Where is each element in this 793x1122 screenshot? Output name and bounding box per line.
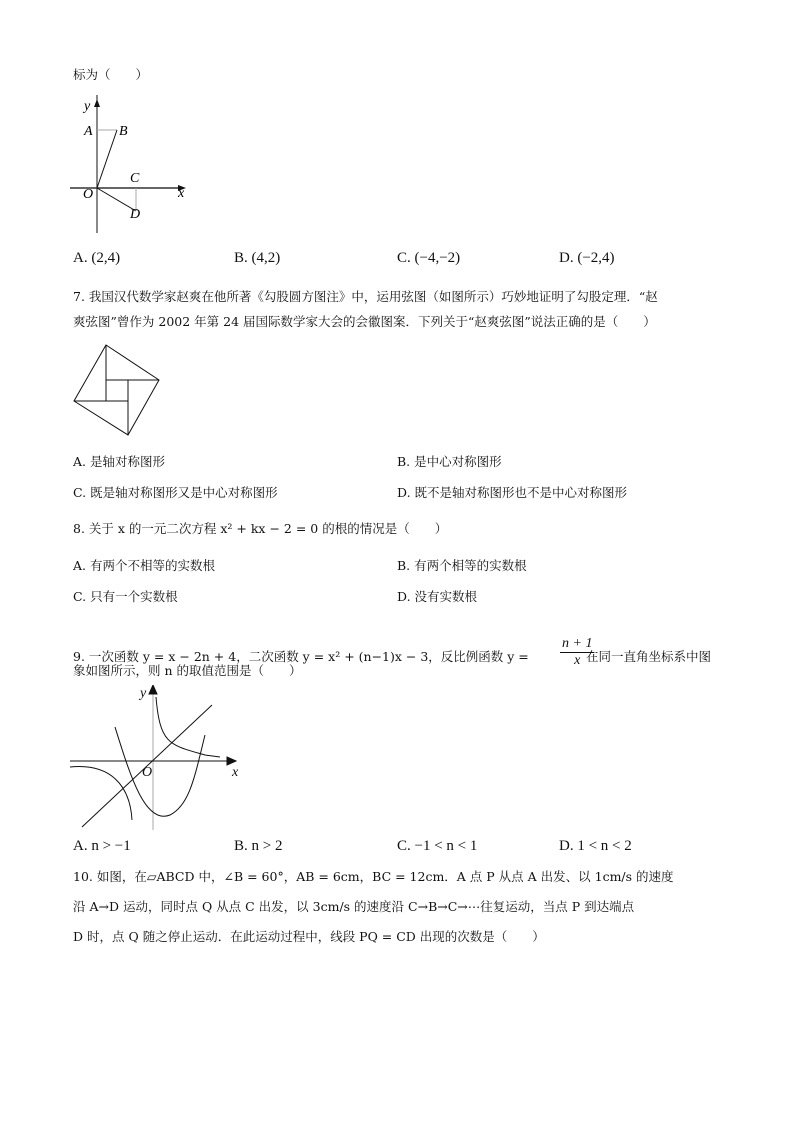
x-axis-label: x (178, 186, 185, 201)
q6-option-c[interactable]: C. (−4,−2) (397, 250, 461, 266)
fraction-numerator: n + 1 (562, 636, 593, 651)
origin-label: O (83, 187, 94, 202)
q9-option-d[interactable]: D. 1 < n < 2 (559, 838, 632, 854)
q6-stem-tail: 标为（ ） (73, 67, 149, 82)
q9-option-a[interactable]: A. n > −1 (73, 838, 131, 854)
q10-stem-line3: D 时，点 Q 随之停止运动．在此运动过程中，线段 PQ = CD 出现的次数是（ ） (73, 929, 545, 944)
q7-option-c[interactable]: C. 既是轴对称图形又是中心对称图形 (73, 485, 278, 500)
q10-stem-line1: 10. 如图，在▱ABCD 中，∠B = 60°，AB = 6cm，BC = 12cm．A 点 P 从点 A 出发、以 1cm/s 的速度 (73, 869, 674, 884)
q9-function-graph (70, 685, 250, 835)
q9-option-c[interactable]: C. −1 < n < 1 (397, 838, 478, 854)
q10-stem-line2: 沿 A→D 运动，同时点 Q 从点 C 出发，以 3cm/s 的速度沿 C→B→C→⋯往复运动，当点 P 到达端点 (73, 899, 635, 914)
q9-option-b[interactable]: B. n > 2 (234, 838, 283, 854)
zhao-shuang-chord-figure (72, 343, 162, 439)
origin-label: O (142, 765, 153, 780)
q7-option-b[interactable]: B. 是中心对称图形 (397, 454, 502, 469)
q6-option-d[interactable]: D. (−2,4) (559, 250, 615, 266)
q8-option-b[interactable]: B. 有两个相等的实数根 (397, 558, 527, 573)
point-b-label: B (119, 124, 128, 139)
y-axis-label: y (140, 686, 147, 701)
q8-option-c[interactable]: C. 只有一个实数根 (73, 589, 178, 604)
point-c-label: C (130, 171, 140, 186)
y-axis-label: y (84, 99, 91, 114)
fraction-denominator: x (574, 653, 581, 668)
point-a-label: A (84, 124, 93, 139)
q7-option-d[interactable]: D. 既不是轴对称图形也不是中心对称图形 (397, 485, 628, 500)
point-d-label: D (130, 207, 141, 222)
q8-option-a[interactable]: A. 有两个不相等的实数根 (73, 558, 215, 573)
q6-option-b[interactable]: B. (4,2) (234, 250, 281, 266)
q6-option-a[interactable]: A. (2,4) (73, 250, 121, 266)
x-axis-label: x (232, 765, 239, 780)
q6-coordinate-figure (70, 95, 200, 235)
q7-option-a[interactable]: A. 是轴对称图形 (73, 454, 165, 469)
q7-stem-line2: 爽弦图”曾作为 2002 年第 24 届国际数学家大会的会徽图案．下列关于“赵爽弦图”说法正确的是（ ） (73, 314, 656, 329)
q9-stem-line1-tail: 在同一直角坐标系中图 (586, 649, 712, 664)
q8-stem: 8. 关于 x 的一元二次方程 x² + kx − 2 = 0 的根的情况是（ ） (73, 521, 448, 536)
q9-stem-line2: 象如图所示，则 n 的取值范围是（ ） (73, 663, 302, 678)
q8-option-d[interactable]: D. 没有实数根 (397, 589, 478, 604)
q9-stem-line1: 9. 一次函数 y = x − 2n + 4，二次函数 y = x² + (n−1)x − 3，反比例函数 y = (73, 649, 529, 664)
q7-stem-line1: 7. 我国汉代数学家赵爽在他所著《勾股圆方图注》中，运用弦图（如图所示）巧妙地证明了勾股定理．“赵 (73, 289, 658, 304)
